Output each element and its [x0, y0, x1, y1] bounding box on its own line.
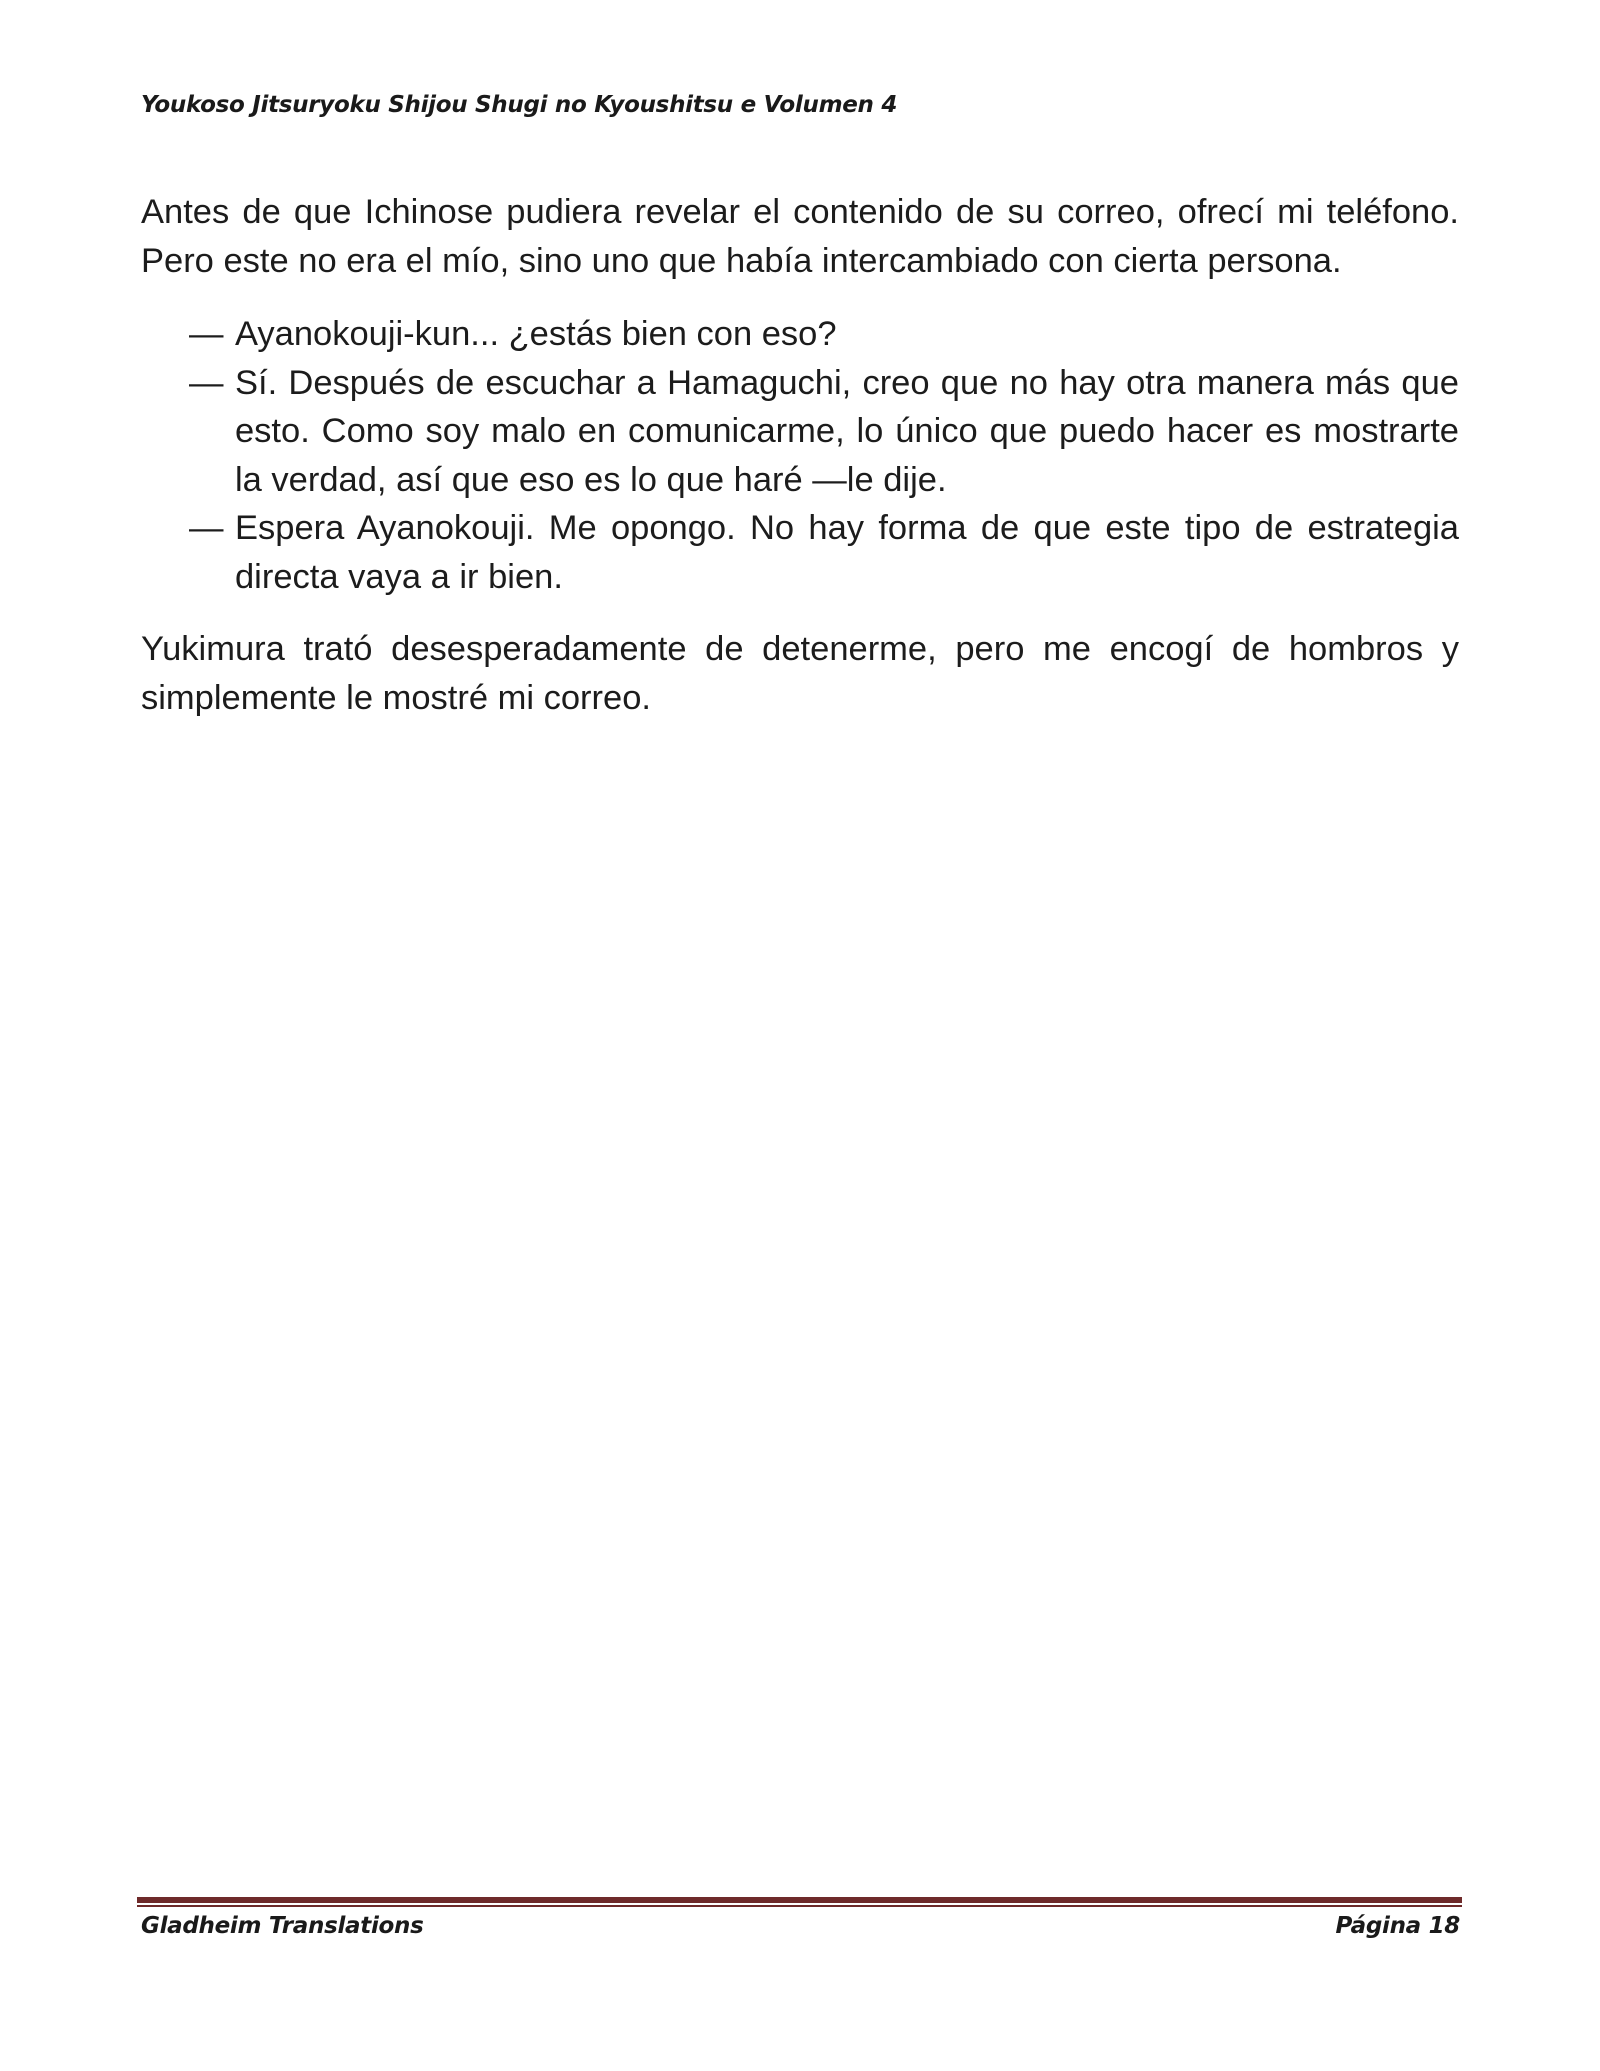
dialogue-dash: —: [189, 315, 224, 353]
dialogue-text: Ayanokouji-kun... ¿estás bien con eso?: [235, 315, 837, 353]
dialogue-line: [141, 310, 1459, 359]
dialogue-line: [141, 504, 1459, 601]
dialogue-text: Espera Ayanokouji. Me opongo. No hay forma de que este tipo de estrategia directa vaya a ir bien.: [235, 509, 1459, 596]
dialogue-dash: —: [189, 363, 224, 402]
paragraph: Antes de que Ichinose pudiera revelar el contenido de su correo, ofrecí mi teléfono. Pero este no era el mío, sino uno que había intercambiado con cierta persona.: [141, 193, 1459, 280]
paragraph: Yukimura trató desesperadamente de detenerme, pero me encogí de hombros y simplemente le mostré mi correo.: [141, 630, 1459, 717]
page-number: Página 18: [1335, 1913, 1460, 1939]
footer-publisher: Gladheim Translations: [141, 1913, 424, 1939]
dialogue-line: [141, 359, 1459, 505]
dialogue-text: Sí. Después de escuchar a Hamaguchi, creo que no hay otra manera más que esto. Como soy malo en comunicarme, lo único que puedo hacer es mostrarte la verdad, así que eso es lo que haré —le dije.: [235, 363, 1459, 499]
body-text: [141, 188, 1459, 722]
dialogue-list: [141, 310, 1459, 601]
running-header: Youkoso Jitsuryoku Shijou Shugi no Kyoushitsu e Volumen 4: [141, 92, 898, 118]
dialogue-dash: —: [189, 509, 224, 547]
footer-rule: [137, 1897, 1462, 1907]
